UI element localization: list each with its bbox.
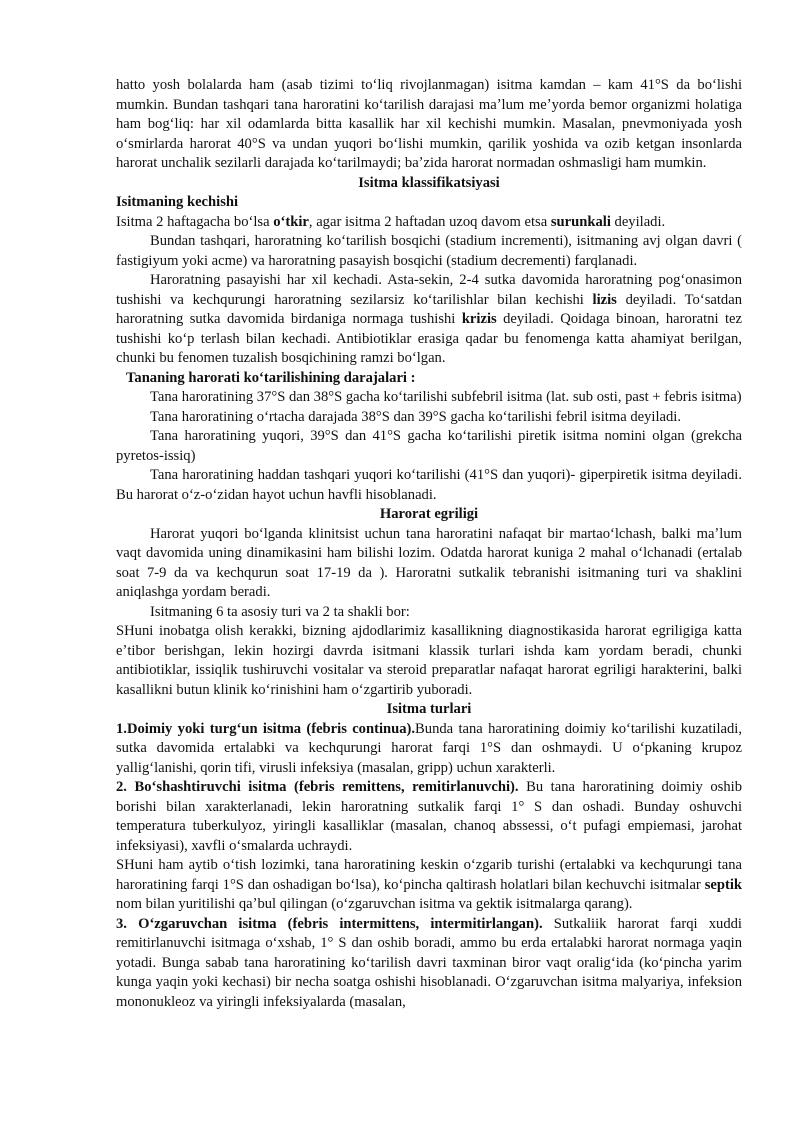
paragraph-septik: [116, 856, 742, 915]
term-boshashtiruvchi-isitma: 2. Boʻshashtiruvchi isitma (febris remittens, remitirlanuvchi).: [116, 779, 519, 795]
paragraph-giperpiretik: Tana haroratining haddan tashqari yuqori koʻtarilishi (41°S dan yuqori)- giperpiretik isitma deyiladi. Bu harorat oʻz-oʻzidan hayot uchun havfli hisoblanadi.: [116, 467, 742, 503]
term-krizis: krizis: [461, 311, 497, 327]
document-page: [116, 76, 742, 1012]
paragraph-turlari-soni: Isitmaning 6 ta asosiy turi va 2 ta shakli bor:: [150, 603, 410, 620]
paragraph-otkir-surunkali: [116, 213, 742, 233]
term-ozgaruvchan-isitma: 3. Oʻzgaruvchan isitma (febris intermittens, intermitirlangan).: [116, 915, 543, 932]
text-run: Isitma 2 haftagacha boʻlsa: [116, 213, 274, 230]
text-run: deyiladi. Qoidaga binoan, haroratni tez tushishi koʻp terlash bilan kechadi. Antibiotiklar erasiga qadar bu fenomenga katta ahamiyat berilgan, chunki bu fenomen tuzalish bosqichining ramzi boʻlgan.: [116, 311, 742, 366]
paragraph-olchash: Harorat yuqori boʻlganda klinitsist uchun tana haroratini nafaqat bir martaoʻlchash, balki maʼlum vaqt davomida uning dinamikasini ham bilishi lozim. Odatda harorat kuniga 2 mahal oʻlchanadi (ertalab soat 7-9 da va kechqurun soat 17-19 da ). Haroratni sutkalik tebranishi isitmaning turi va shaklini aniqlashga yordam beradi.: [116, 525, 742, 600]
heading-darajalari: Tananing harorati koʻtarilishining darajalari :: [126, 369, 416, 386]
term-septik: septik: [704, 876, 742, 893]
text-run: Haroratning pasayishi har xil kechadi. Asta-sekin, 2-4 sutka davomida haroratning pogʻonasimon tushishi va kechqurungi haroratning sezilarsiz koʻtarilishlar bilan kechishi: [116, 272, 742, 308]
text-run: Sutkaliik harorat farqi xuddi remitirlanuvchi isitmaga oʻxshab, 1° S dan oshib boradi, ammo bu erda ertalabki harorat normaga yaqin yotadi. Bunga sabab tana haroratining koʻtarilish davri taxminan biror vaqt oraligʻida (koʻpincha yarim kunga yaqin yoki kechasi) bir necha soatga oshishi hisoblanadi. Oʻzgaruvchan isitma malyariya, infeksion mononukleoz va yiringli infeksiyalarda (masalan,: [116, 915, 742, 1010]
paragraph-boshashtiruvchi-isitma: [116, 778, 742, 856]
text-run: , agar isitma 2 haftadan uzoq davom etsa: [308, 213, 551, 230]
term-lizis: lizis: [592, 291, 617, 308]
paragraph-ozgaruvchan-isitma: [116, 915, 742, 1013]
term-doimiy-isitma: 1.Doimiy yoki turgʻun isitma (febris continua).: [116, 720, 416, 737]
paragraph-subfebril: Tana haroratining 37°S dan 38°S gacha koʻtarilishi subfebril isitma (lat. sub osti, past + febris isitma): [150, 389, 742, 405]
text-run: Bunda tana haroratining doimiy koʻtarilishi kuzatiladi, sutka davomida ertalabki va kechqurungi harorat farqi 1°S dan oshmaydi. U oʻpkaning krupoz yalligʻlanishi, qorin tifi, virusli infeksiya (masalan, gripp) uchun xarakterli.: [116, 720, 742, 776]
paragraph-intro: hatto yosh bolalarda ham (asab tizimi toʻliq rivojlanmagan) isitma kamdan – kam 41°S da boʻlishi mumkin. Bundan tashqari tana haroratini koʻtarilish darajasi maʼlum meʼyorda bemor organizmi holatiga ham bogʻliq: har xil odamlarda bitta kasallik har xil kechishi mumkin. Masalan, pnevmoniyada yosh oʻsmirlarda harorat 40°S va undan yuqori boʻlishi mumkin, qarilik yoshida va ozib ketgan insonlarda harorat unchalik sezilarli darajada koʻtarilmaydi; baʼzida harorat normadan oshmasligi ham mumkin.: [116, 77, 742, 171]
term-surunkali: surunkali: [550, 213, 611, 230]
heading-klassifikatsiya: Isitma klassifikatsiyasi: [358, 174, 500, 191]
paragraph-febril: Tana haroratining oʻrtacha darajada 38°S dan 39°S gacha koʻtarilishi febril isitma deyiladi.: [150, 408, 681, 425]
term-otkir: oʻtkir: [273, 213, 309, 230]
paragraph-doimiy-isitma: [116, 720, 742, 779]
text-run: deyiladi. Toʻsatdan haroratning sutka davomida birdaniga normaga tushishi: [116, 291, 742, 327]
heading-egriligi: Harorat egriligi: [379, 506, 479, 522]
text-run: Bu tana haroratining doimiy oshib borishi bilan xarakterlanadi, lekin haroratning sutkalik farqi 1° S dan oshadi. Bunday oshuvchi temperatura tuberkulyoz, yiringli kasalliklar (masalan, chanoq abssessi, oʻt pufagi empiemasi, jarohat infeksiyasi), xavfli oʻsmalarda uchraydi.: [116, 779, 742, 854]
heading-kechishi: Isitmaning kechishi: [116, 194, 239, 210]
text-run: SHuni ham aytib oʻtish lozimki, tana haroratining keskin oʻzgarib turishi (ertalabki va kechqurungi tana haroratining farqi 1°S dan oshadigan boʻlsa), koʻpincha qaltirash holatlari bilan kechuvchi isitmalar: [116, 857, 742, 893]
paragraph-pasayish: [116, 271, 742, 369]
text-run: nom bilan yuritilishi qaʼbul qilingan (oʻzgaruvchan isitma va gektik isitmalarga qarang).: [116, 896, 633, 912]
heading-turlari: Isitma turlari: [386, 701, 472, 717]
paragraph-piretik: Tana haroratining yuqori, 39°S dan 41°S gacha koʻtarilishi piretik isitma nomini olgan (grekcha pyretos-issiq): [116, 428, 742, 464]
text-run: deyiladi.: [610, 213, 666, 230]
paragraph-ajdodlar: SHuni inobatga olish kerakki, bizning ajdodlarimiz kasallikning diagnostikasida harorat egriligiga katta eʼtibor berishgan, lekin hozirgi davrda isitmani klassik turlari ishda kam yordam beradi, chunki antibiotiklar, issiqlik tushiruvchi vositalar va steroid preparatlar nafaqat harorat egriligi harakterini, balki kasallikni butun klinik koʻrinishini ham oʻzgartirib yuboradi.: [116, 623, 742, 698]
paragraph-bosqichlar: Bundan tashqari, haroratning koʻtarilish bosqichi (stadium incrementi), isitmaning avj olgan davri ( fastigiyum yoki acme) va haroratning pasayish bosqichi (stadium decrementi) farqlanadi.: [116, 233, 742, 269]
